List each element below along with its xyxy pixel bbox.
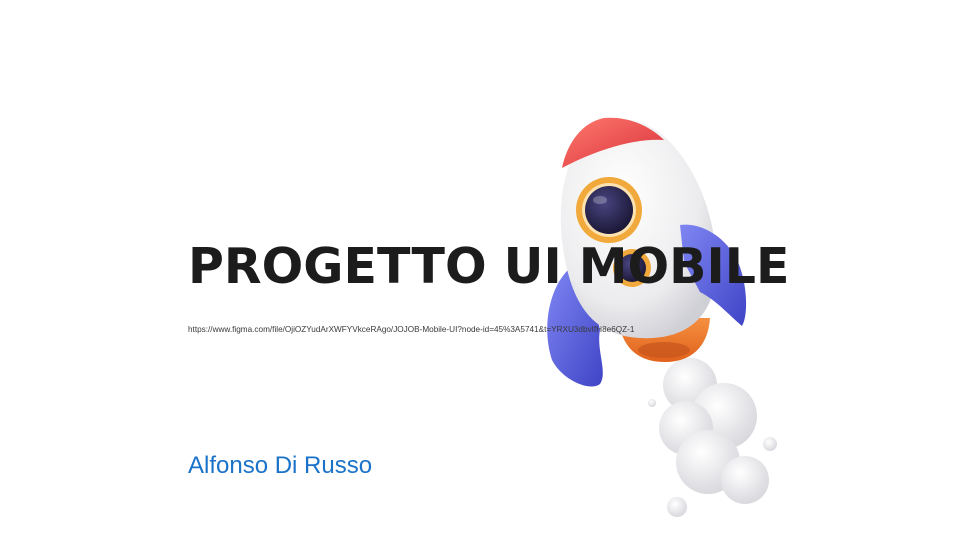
smoke-cloud — [648, 358, 777, 517]
rocket-window-upper-glass — [585, 186, 633, 234]
figma-link[interactable]: https://www.figma.com/file/OjiOZYudArXWFYVkceRAgo/JOJOB-Mobile-UI?node-id=45%3A5741&t=YRXU3dbvIfH8e6QZ-1 — [188, 325, 635, 334]
author-name: Alfonso Di Russo — [188, 452, 373, 479]
page-title: PROGETTO UI MOBILE — [188, 238, 790, 295]
